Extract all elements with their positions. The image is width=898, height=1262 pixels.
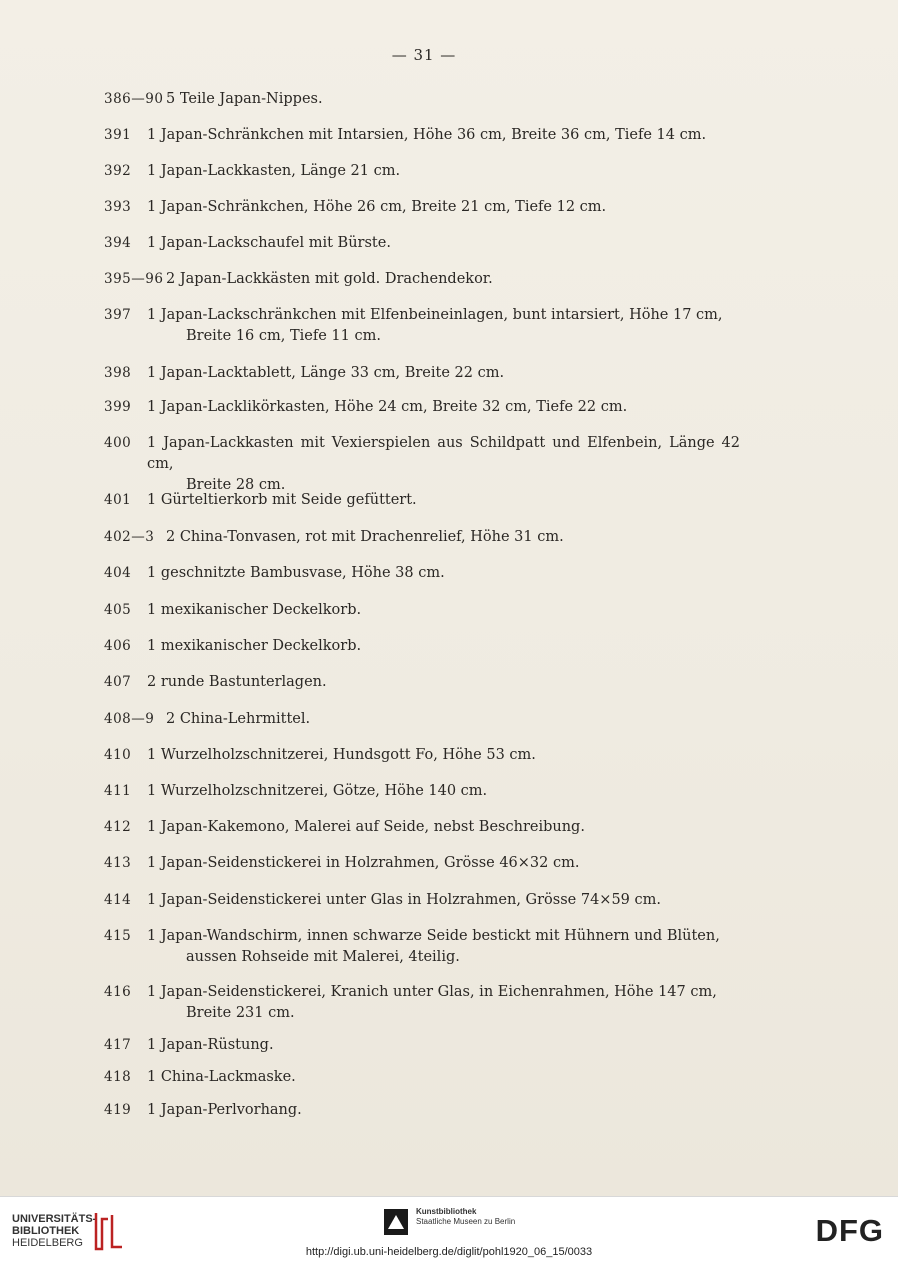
catalog-entry <box>104 600 740 621</box>
kb-line1: Kunstbibliothek <box>416 1207 477 1216</box>
entry-description: 1 Japan-Perlvorhang. <box>147 1102 302 1118</box>
dfg-logo[interactable]: DFG <box>815 1213 884 1248</box>
entry-number: 394 <box>104 235 132 251</box>
catalog-entry <box>104 89 740 110</box>
permalink-url[interactable]: http://digi.ub.uni-heidelberg.de/diglit/pohl1920_06_15/0033 <box>305 1246 593 1258</box>
catalog-entry <box>104 269 740 290</box>
entry-description: 1 Japan-Lackschränkchen mit Elfenbeineinlagen, bunt intarsiert, Höhe 17 cm, <box>147 307 723 323</box>
entry-description: 1 Japan-Seidenstickerei unter Glas in Holzrahmen, Grösse 74×59 cm. <box>147 892 661 908</box>
footer-bar <box>0 1196 898 1262</box>
entry-description: 1 Japan-Rüstung. <box>147 1037 274 1053</box>
entry-number: 391 <box>104 127 132 143</box>
entry-continuation: Breite 16 cm, Tiefe 11 cm. <box>186 328 381 344</box>
entry-number: 418 <box>104 1069 132 1085</box>
entry-number: 419 <box>104 1102 132 1118</box>
entry-number: 407 <box>104 674 132 690</box>
catalog-entry <box>104 363 740 384</box>
entry-number: 398 <box>104 365 132 381</box>
ub-logo-line1: UNIVERSITÄTS- <box>12 1213 97 1225</box>
entry-number: 399 <box>104 399 132 415</box>
entry-number: 404 <box>104 565 132 581</box>
catalog-entry <box>104 817 740 838</box>
entry-number: 415 <box>104 928 132 944</box>
entry-description: 1 Japan-Seidenstickerei, Kranich unter Glas, in Eichenrahmen, Höhe 147 cm, <box>147 984 717 1000</box>
entry-description: 1 Wurzelholzschnitzerei, Götze, Höhe 140 cm. <box>147 783 488 799</box>
entry-number: 417 <box>104 1037 132 1053</box>
entry-number: 414 <box>104 892 132 908</box>
entry-number: 386—90 <box>104 91 164 107</box>
entry-number: 400 <box>104 435 132 451</box>
entry-description: 1 geschnitzte Bambusvase, Höhe 38 cm. <box>147 565 445 581</box>
entry-description: 1 Japan-Schränkchen, Höhe 26 cm, Breite 21 cm, Tiefe 12 cm. <box>147 199 607 215</box>
entry-description: 2 Japan-Lackkästen mit gold. Drachendekor. <box>166 271 493 287</box>
catalog-entry <box>104 636 740 657</box>
catalog-entry <box>104 490 740 511</box>
entry-description: 1 Japan-Lacktablett, Länge 33 cm, Breite 22 cm. <box>147 365 505 381</box>
kb-line2: Staatliche Museen zu Berlin <box>416 1217 516 1226</box>
catalog-entry <box>104 1067 740 1088</box>
entry-number: 406 <box>104 638 132 654</box>
catalog-entry <box>104 709 740 730</box>
entry-number: 410 <box>104 747 132 763</box>
catalog-entry <box>104 781 740 802</box>
entry-number: 402—3 <box>104 529 155 545</box>
entry-continuation: Breite 231 cm. <box>186 1005 295 1021</box>
entry-description: 1 Wurzelholzschnitzerei, Hundsgott Fo, Höhe 53 cm. <box>147 747 536 763</box>
entry-description: 2 China-Lehrmittel. <box>166 711 311 727</box>
entry-number: 401 <box>104 492 132 508</box>
entry-description: 1 Japan-Kakemono, Malerei auf Seide, nebst Beschreibung. <box>147 819 585 835</box>
entry-description: 5 Teile Japan-Nippes. <box>166 91 323 107</box>
catalog-entry <box>104 853 740 874</box>
catalog-entry <box>104 233 740 254</box>
entry-description: 1 Japan-Lackkasten mit Vexierspielen aus Schildpatt und Elfenbein, Länge 42 cm, <box>147 435 740 472</box>
catalog-entry <box>104 397 740 418</box>
catalog-entry <box>104 890 740 911</box>
catalog-entry <box>104 745 740 766</box>
catalog-entry <box>104 926 740 968</box>
entry-number: 393 <box>104 199 132 215</box>
entry-description: 1 China-Lackmaske. <box>147 1069 296 1085</box>
entry-number: 411 <box>104 783 132 799</box>
entry-number: 416 <box>104 984 132 1000</box>
catalog-entry <box>104 161 740 182</box>
catalog-entry <box>104 197 740 218</box>
catalog-entry <box>104 433 740 496</box>
entry-description: 1 Gürteltierkorb mit Seide gefüttert. <box>147 492 417 508</box>
entry-number: 392 <box>104 163 132 179</box>
entry-description: 2 China-Tonvasen, rot mit Drachenrelief, Höhe 31 cm. <box>166 529 564 545</box>
entry-number: 412 <box>104 819 132 835</box>
entry-description: 1 Japan-Lackkasten, Länge 21 cm. <box>147 163 401 179</box>
entry-number: 408—9 <box>104 711 155 727</box>
catalog-entry <box>104 563 740 584</box>
catalog-entry <box>104 982 740 1024</box>
ub-logo-line2: BIBLIOTHEK <box>12 1225 80 1237</box>
catalog-entry <box>104 125 740 146</box>
entry-description: 1 Japan-Wandschirm, innen schwarze Seide bestickt mit Hühnern und Blüten, <box>147 928 720 944</box>
entry-description: 1 mexikanischer Deckelkorb. <box>147 638 362 654</box>
ub-heidelberg-logo[interactable] <box>12 1213 96 1249</box>
page-number: — 31 — <box>391 46 457 64</box>
entry-description: 2 runde Bastunterlagen. <box>147 674 327 690</box>
entry-description: 1 mexikanischer Deckelkorb. <box>147 602 362 618</box>
ub-logo-line3: HEIDELBERG <box>12 1237 83 1249</box>
entry-number: 405 <box>104 602 132 618</box>
entry-description: 1 Japan-Seidenstickerei in Holzrahmen, Grösse 46×32 cm. <box>147 855 580 871</box>
catalog-entry <box>104 672 740 693</box>
catalog-entry <box>104 305 740 347</box>
catalog-entry <box>104 1035 740 1056</box>
entry-description: 1 Japan-Lackschaufel mit Bürste. <box>147 235 391 251</box>
entry-description: 1 Japan-Schränkchen mit Intarsien, Höhe 36 cm, Breite 36 cm, Tiefe 14 cm. <box>147 127 707 143</box>
catalog-entry <box>104 527 740 548</box>
entry-number: 413 <box>104 855 132 871</box>
entry-continuation: aussen Rohseide mit Malerei, 4teilig. <box>186 949 460 965</box>
entry-number: 395—96 <box>104 271 164 287</box>
entry-continuation: Breite 28 cm. <box>186 477 286 493</box>
entry-number: 397 <box>104 307 132 323</box>
catalog-entry <box>104 1100 740 1121</box>
entry-description: 1 Japan-Lacklikörkasten, Höhe 24 cm, Breite 32 cm, Tiefe 22 cm. <box>147 399 628 415</box>
kunstbibliothek-mark-icon <box>384 1209 408 1235</box>
